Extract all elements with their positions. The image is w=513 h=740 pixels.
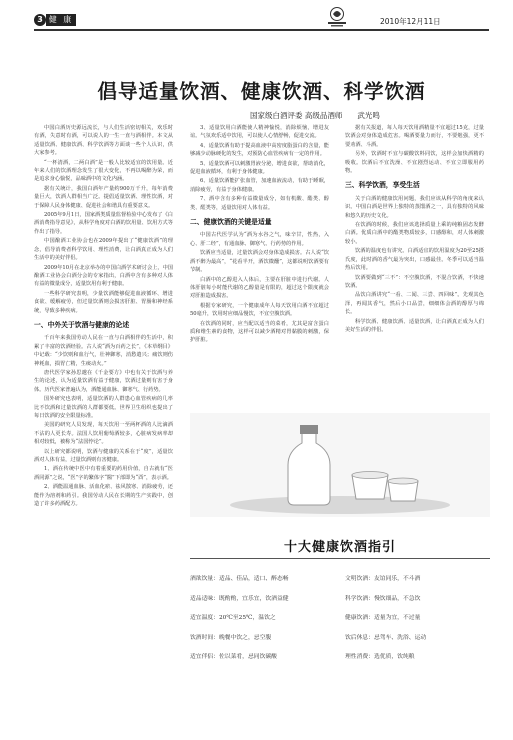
guideline-item: 饮后休息：忌驾车、洗浴、运动 — [345, 634, 427, 641]
section-heading-3: 三、科学饮酒，享受生活 — [345, 181, 420, 190]
guideline-item: 适宜温度：20℃至25℃，温饮之 — [190, 615, 276, 621]
paragraph: 千百年来我国劳动人民在一直与白酒相伴的生活中，积累了丰富的饮酒经验。古人说“酒为百药之长”，《本草纲目》中记载：“少饮则和血行气，壮神御寒，消愁遣兴；痛饮则伤神耗血，损胃亡精，生痰动火。” — [34, 335, 173, 367]
header-rule — [34, 29, 489, 31]
baijiu-cups-photo — [190, 413, 490, 517]
paragraph: 据有关统计，我国白酒年产量约900万千升，每年消费量巨大，饮酒人群相当广泛。提倡适量饮酒、理性饮酒，对于保障人民身体健康、促进社会和谐具有重要意义。 — [34, 185, 173, 209]
paragraph: 据有关报道，每人每天饮用酒精量不宜超过15克，过量饮酒会对身体造成危害。喝酒要量力而行，不要勉强，更不要劝酒、斗酒。 — [345, 125, 484, 148]
paragraph: 中国白酒历史源远流长，与人们生活密切相关，欢乐时有酒，失意时有酒，可以说人的一生一直与酒相伴。本文从适量饮酒、健康饮酒、科学饮酒等方面谈一些个人认识，供大家参考。 — [34, 125, 173, 157]
guideline-list-left — [190, 570, 336, 668]
paragraph: 3、适量饮用白酒能使人精神愉悦，消除烦恼，增进友谊。气氛欢乐适中饮用，可以使人心情舒畅，促进交流。 — [190, 125, 329, 140]
paragraph: 2、酒能温通血脉、活血化瘀、祛风散寒、消除疲劳，还能作为溶剂和药引。我国劳动人民在长期的生产实践中，创造了许多药酒配方。 — [34, 484, 173, 508]
guideline-list-right — [345, 570, 491, 668]
paragraph: 美国的研究人员发现，每天饮用一至两杯酒的人比滴酒不沾的人更长寿。法国人饮用葡萄酒较多，心脏病发病率却相对较低，被称为“法国悖论”。 — [34, 422, 173, 446]
paragraph: 科学饮酒、健康饮酒、适量饮酒，让白酒真正成为人们美好生活的伴侣。 — [345, 318, 484, 333]
paragraph: 饮酒的温度也有讲究。白酒适宜的饮用温度为20至25摄氏度，此时酒的香气最为突出，口感最佳。冬季可以适当温热后饮用。 — [345, 248, 484, 272]
section-heading-2: 二、健康饮酒的关键是适量 — [190, 218, 272, 227]
paragraph: 2009年10月在北京举办的中国白酒学术研讨会上，中国酿酒工业协会白酒分会的专家指出，白酒中含有多种对人体有益的微量成分，适量饮用有利于健康。 — [34, 264, 173, 288]
paragraph: 唐代医学家孙思邈在《千金要方》中也有关于饮酒与养生的论述，认为适量饮酒有益于健康，饮酒过量则有害于身体。历代医家普遍认为，酒能通血脉、御寒气、行药势。 — [34, 369, 173, 393]
guideline-item: 适宜伴侣：佐以菜肴，忌同饮碳酸 — [190, 654, 277, 660]
paragraph: 另外，饮酒时不宜与碳酸饮料同饮，这样会加快酒精的吸收。饮酒后不宜洗澡、不宜剧烈运动、不宜立即服用药物。 — [345, 151, 484, 175]
paragraph: “一杯清酒，二两白酒”是一般人比较适宜的饮用量。近年来人们的饮酒理念发生了很大变化，不再以喝醉为荣，而是追求身心愉悦，品味酒中的文化内涵。 — [34, 159, 173, 183]
article-column-1 — [34, 124, 173, 722]
paragraph: 饮酒要做到“三不”：不空腹饮酒，不混合饮酒，不快速饮酒。 — [345, 274, 484, 289]
newspaper-logo-icon — [322, 6, 352, 28]
guideline-item: 科学饮酒：慢饮细品，不急饮 — [345, 595, 421, 602]
paragraph: 4、适量饮酒有助于提高血液中高密度脂蛋白的含量，能够减少动脉硬化的发生，对预防心血管疾病有一定的作用。 — [190, 142, 329, 158]
paragraph: 2005年9月1日，国家酒类质量监督检验中心发布了《白酒消费指导意见》，从科学角度对白酒的饮用量、饮用方式等作出了指导。 — [34, 212, 173, 235]
guideline-item: 健康饮酒：适量为宜，不过量 — [345, 615, 421, 621]
page-number: 3 — [34, 14, 46, 26]
article-title: 倡导适量饮酒、健康饮酒、科学饮酒 — [97, 80, 426, 103]
article-column-3 — [345, 124, 484, 412]
article-column-2 — [190, 124, 329, 412]
issue-date: 2010年12月11日 — [380, 17, 441, 26]
paragraph: 在饮酒的时候，我们应该选择质量上乘的纯粮固态发酵白酒。优质白酒中的酯类物质较多，口感醇和，对人体刺激较小。 — [345, 222, 484, 245]
guideline-item: 适品适味：既酌酌，宜乐宜，饮酒益健 — [190, 595, 289, 602]
section-heading-1: 一、中外关于饮酒与健康的论述 — [34, 320, 130, 329]
paragraph: 品饮白酒讲究“一看、二闻、三尝、四回味”。先观其色泽，再闻其香气，然后小口品尝，细细体会酒的醇厚与绵长。 — [345, 292, 484, 316]
section-label: 健 康 — [46, 14, 76, 26]
article-byline: 国家级白酒评委 高级品酒师 武光鸣 — [250, 111, 380, 120]
paragraph: 在饮酒的同时，应当配以适当的菜肴，尤其是富含蛋白质和维生素的食物，这样可以减少酒精对胃黏膜的刺激，保护肝脏。 — [190, 320, 329, 344]
wine-cup-icon — [388, 478, 418, 501]
guideline-item: 理性消费：选优质，饮纯粮 — [345, 654, 415, 660]
wine-cup-icon — [352, 472, 388, 500]
paragraph: 5、适量饮酒可以刺激胃液分泌，增进食欲，帮助消化，促进血液循环，有利于身体健康。 — [190, 160, 329, 176]
paragraph: 以上研究都说明，饮酒与健康的关系在于“度”，适量饮酒对人体有益，过量饮酒则有害健康。 — [34, 448, 173, 464]
paragraph: 根据专家研究，一个健康成年人每天饮用白酒不宜超过50毫升，饮用时应细品慢饮，不宜空腹饮酒。 — [190, 302, 329, 318]
page-header — [34, 6, 489, 28]
paragraph: 1、酒在传统中医中有着重要的药用价值，自古就有“医酒同源”之说，“医”字的繁体字“醫”下部即为“酉”，表示酒。 — [34, 466, 173, 481]
paragraph: 中国酿酒工业协会也在2009年提出了“健康饮酒”的理念，倡导消费者科学饮用、理性消费，让白酒真正成为人们生活中的美好伴侣。 — [34, 238, 173, 262]
sidebar-rule — [190, 558, 490, 559]
guideline-item: 文明饮酒：友谊同乐，不斗酒 — [345, 576, 421, 582]
paragraph: 一些科学研究表明，少量饮酒能够促进血液循环、增进食欲、缓解疲劳，但过量饮酒则会损害肝脏、胃肠和神经系统，导致多种疾病。 — [34, 290, 173, 314]
guideline-item: 酒欲饮量：适品、佳品，适口、醉态畅 — [190, 576, 289, 582]
paragraph: 饮酒应当适量，过量饮酒会对身体造成损害。古人说“饮酒不醉为最高”，“花看半开，酒饮微醺”，这都说明饮酒要有节制。 — [190, 250, 329, 274]
sidebar-title: 十大健康饮酒指引 — [283, 540, 396, 555]
paragraph: 关于白酒的健康饮用问题，我们应该从科学的角度来认识。中国白酒是世界上独特的蒸馏酒之一，具有独特的风味和悠久的历史文化。 — [345, 195, 484, 219]
paragraph: 国外研究也表明，适量饮酒的人群患心血管疾病的几率比不饮酒和过量饮酒的人群都要低。世界卫生组织也提出了每日饮酒的安全限量标准。 — [34, 396, 173, 419]
guideline-item: 饮酒时间：晚餐中饮之，忌空腹 — [190, 634, 272, 641]
paragraph: 6、适量饮酒能扩张血管，加速血液流动，有助于睡眠，消除疲劳，有益于身体健康。 — [190, 178, 329, 193]
paragraph: 白酒中的乙醇进入人体后，主要在肝脏中进行代谢。人体肝脏每小时能代谢的乙醇量是有限的，超过这个限度就会对肝脏造成损害。 — [190, 276, 329, 300]
paragraph: 中国古代医学认为“酒为水谷之气，味辛甘，性热，入心、肝二经”，有通血脉、御寒气、行药势的作用。 — [190, 232, 329, 247]
paragraph: 7、酒中含有多种有益微量成分，如有机酸、酯类、醇类、醛类等，适量饮用对人体有益。 — [190, 196, 329, 211]
